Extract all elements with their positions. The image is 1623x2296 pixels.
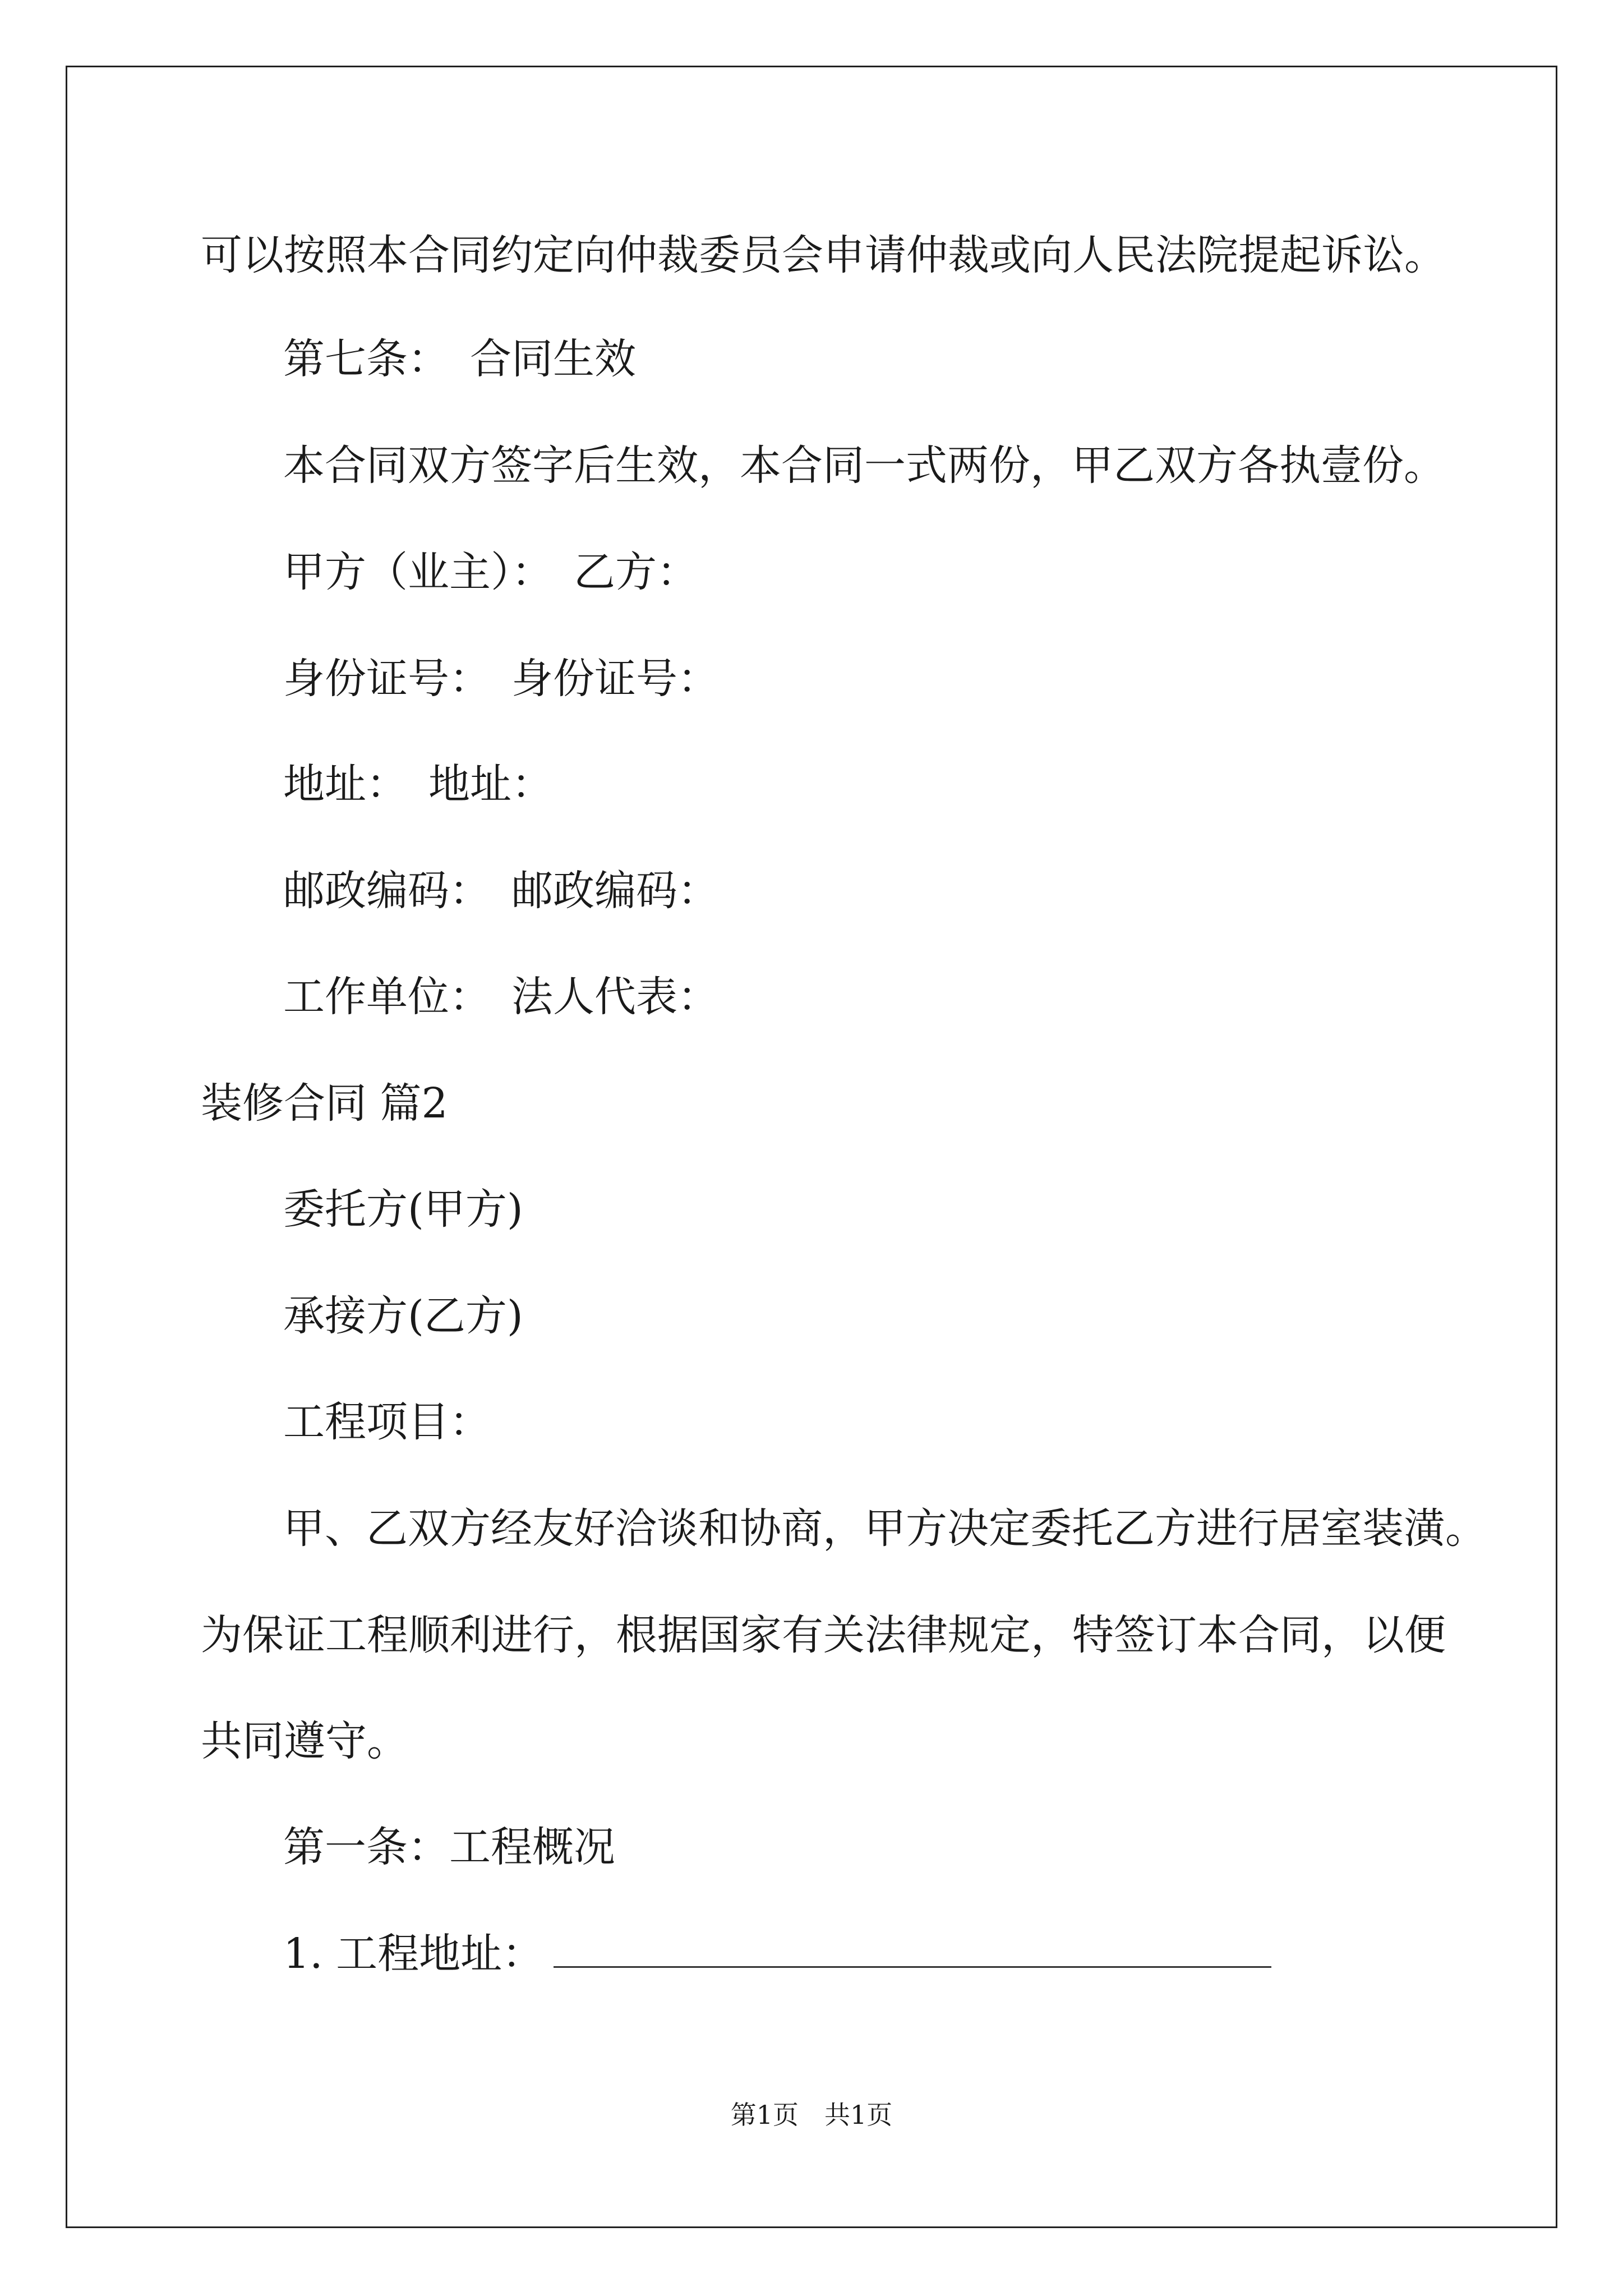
text-line-intro-1: 甲、乙双方经友好洽谈和协商，甲方决定委托乙方进行居室装潢。	[283, 1504, 1487, 1553]
text-line-intro-2: 为保证工程顺利进行，根据国家有关法律规定，特签订本合同，以便	[201, 1611, 1446, 1659]
address-blank	[554, 1927, 1271, 1968]
project-address-line	[283, 1926, 1271, 1982]
article-1-heading: 第一条：工程概况	[283, 1823, 615, 1871]
text-line-effect: 本合同双方签字后生效，本合同一式两份，甲乙双方各执壹份。	[283, 441, 1445, 490]
party-line: 甲方（业主）： 乙方：	[283, 548, 698, 596]
text-line-intro-3: 共同遵守。	[201, 1717, 408, 1765]
article-7-heading: 第七条： 合同生效	[283, 335, 636, 383]
project-address-label: 1. 工程地址：	[283, 1930, 544, 1978]
page-footer: 第1页 共1页	[730, 2100, 893, 2130]
text-line-arbitration: 可以按照本合同约定向仲裁委员会申请仲裁或向人民法院提起诉讼。	[201, 231, 1446, 279]
page-border	[66, 66, 1557, 2228]
contractor-line: 承接方(乙方)	[283, 1292, 523, 1340]
postal-code-line: 邮政编码： 邮政编码：	[283, 867, 719, 915]
project-line: 工程项目：	[283, 1398, 491, 1446]
address-line: 地址： 地址：	[283, 760, 553, 808]
work-unit-line: 工作单位： 法人代表：	[283, 973, 719, 1021]
client-line: 委托方(甲方)	[283, 1185, 523, 1234]
id-number-line: 身份证号： 身份证号：	[283, 655, 719, 703]
section-title: 装修合同 篇2	[201, 1079, 448, 1128]
